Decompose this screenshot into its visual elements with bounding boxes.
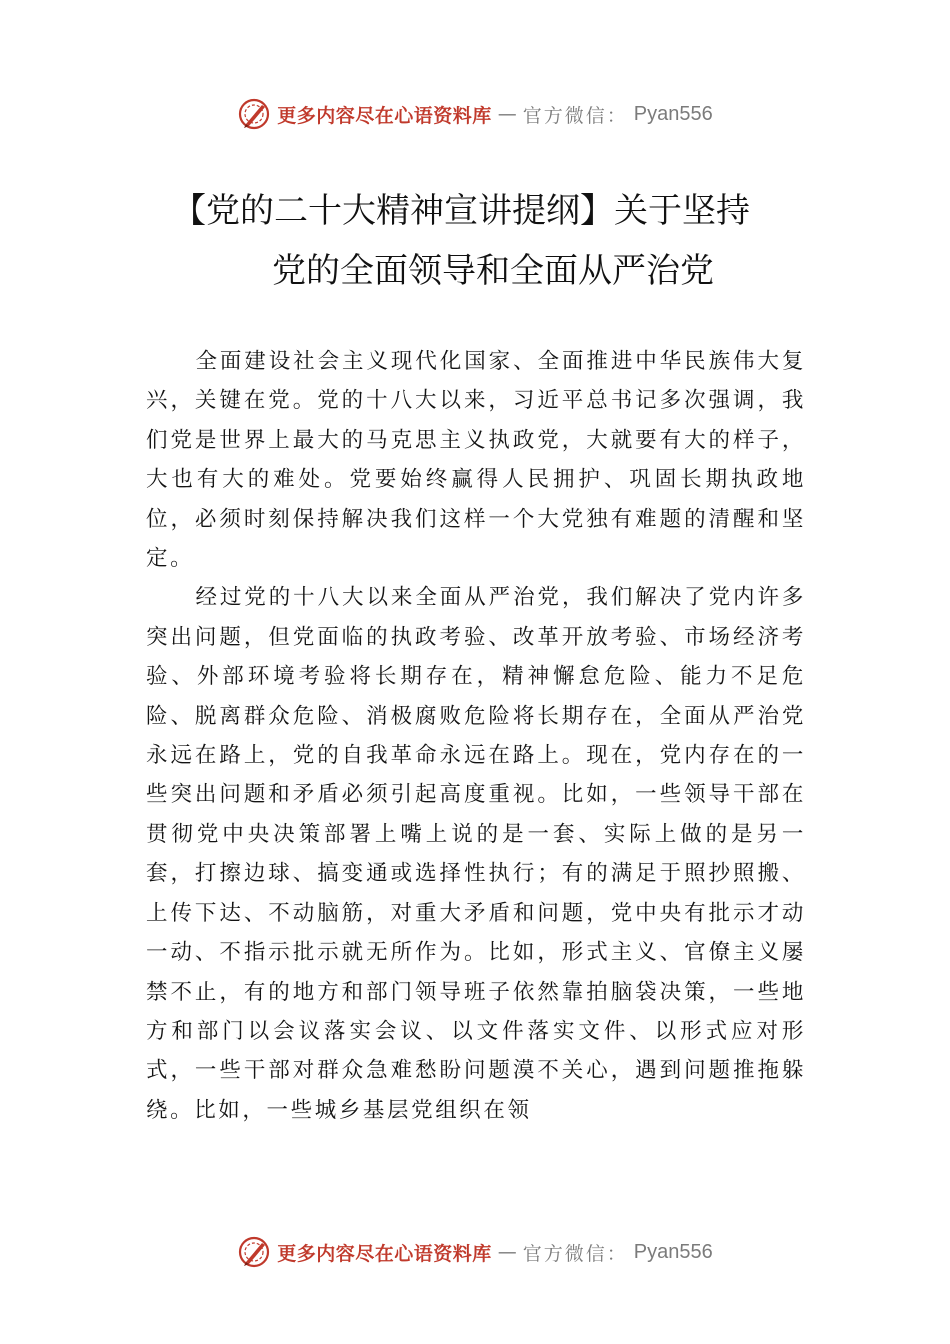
footer-banner xyxy=(0,1232,950,1272)
banner-wechat-id: Pyan556 xyxy=(633,102,713,125)
banner-main-text: 更多内容尽在心语资料库 xyxy=(277,1242,492,1265)
banner-wechat-id: Pyan556 xyxy=(633,1240,713,1263)
banner-wechat-label: 官方微信： xyxy=(522,1242,628,1265)
header-banner xyxy=(0,94,950,134)
document-title-line-2: 党的全面领导和全面从严治党 xyxy=(272,251,714,291)
banner-wechat-label: 官方微信： xyxy=(522,104,628,127)
body-paragraph-2: 经过党的十八大以来全面从严治党，我们解决了党内许多突出问题，但党面临的执政考验、改革开放考验、市场经济考验、外部环境考验将长期存在，精神懈怠危险、能力不足危险、脱离群众危险、消极腐败危险将长期存在，全面从严治党永远在路上，党的自我革命永远在路上。现在，党内存在的一些突出问题和矛盾必须引起高度重视。比如，一些领导干部在贯彻党中央决策部署上嘴上说的是一套、实际上做的是另一套，打擦边球、搞变通或选择性执行；有的满足于照抄照搬、上传下达、不动脑筋，对重大矛盾和问题，党中央有批示才动一动、不指示批示就无所作为。比如，形式主义、官僚主义屡禁不止，有的地方和部门领导班子依然靠拍脑袋决策，一些地方和部门以会议落实会议、以文件落实文件、以形式应对形式，一些干部对群众急难愁盼问题漠不关心，遇到问题推拖躲绕。比如，一些城乡基层党组织在领 xyxy=(146,585,806,1123)
pen-in-circle-logo-icon xyxy=(237,1235,271,1269)
document-body xyxy=(146,342,806,1130)
banner-separator: — xyxy=(497,103,517,125)
banner-main-text: 更多内容尽在心语资料库 xyxy=(277,104,492,127)
banner-separator: — xyxy=(497,1241,517,1263)
document-title-line-1: 【党的二十大精神宣讲提纲】关于坚持 xyxy=(172,191,750,231)
pen-in-circle-logo-icon xyxy=(237,97,271,131)
body-paragraph-1: 全面建设社会主义现代化国家、全面推进中华民族伟大复兴，关键在党。党的十八大以来，习近平总书记多次强调，我们党是世界上最大的马克思主义执政党，大就要有大的样子，大也有大的难处。党要始终赢得人民拥护、巩固长期执政地位，必须时刻保持解决我们这样一个大党独有难题的清醒和坚定。 xyxy=(146,349,806,572)
